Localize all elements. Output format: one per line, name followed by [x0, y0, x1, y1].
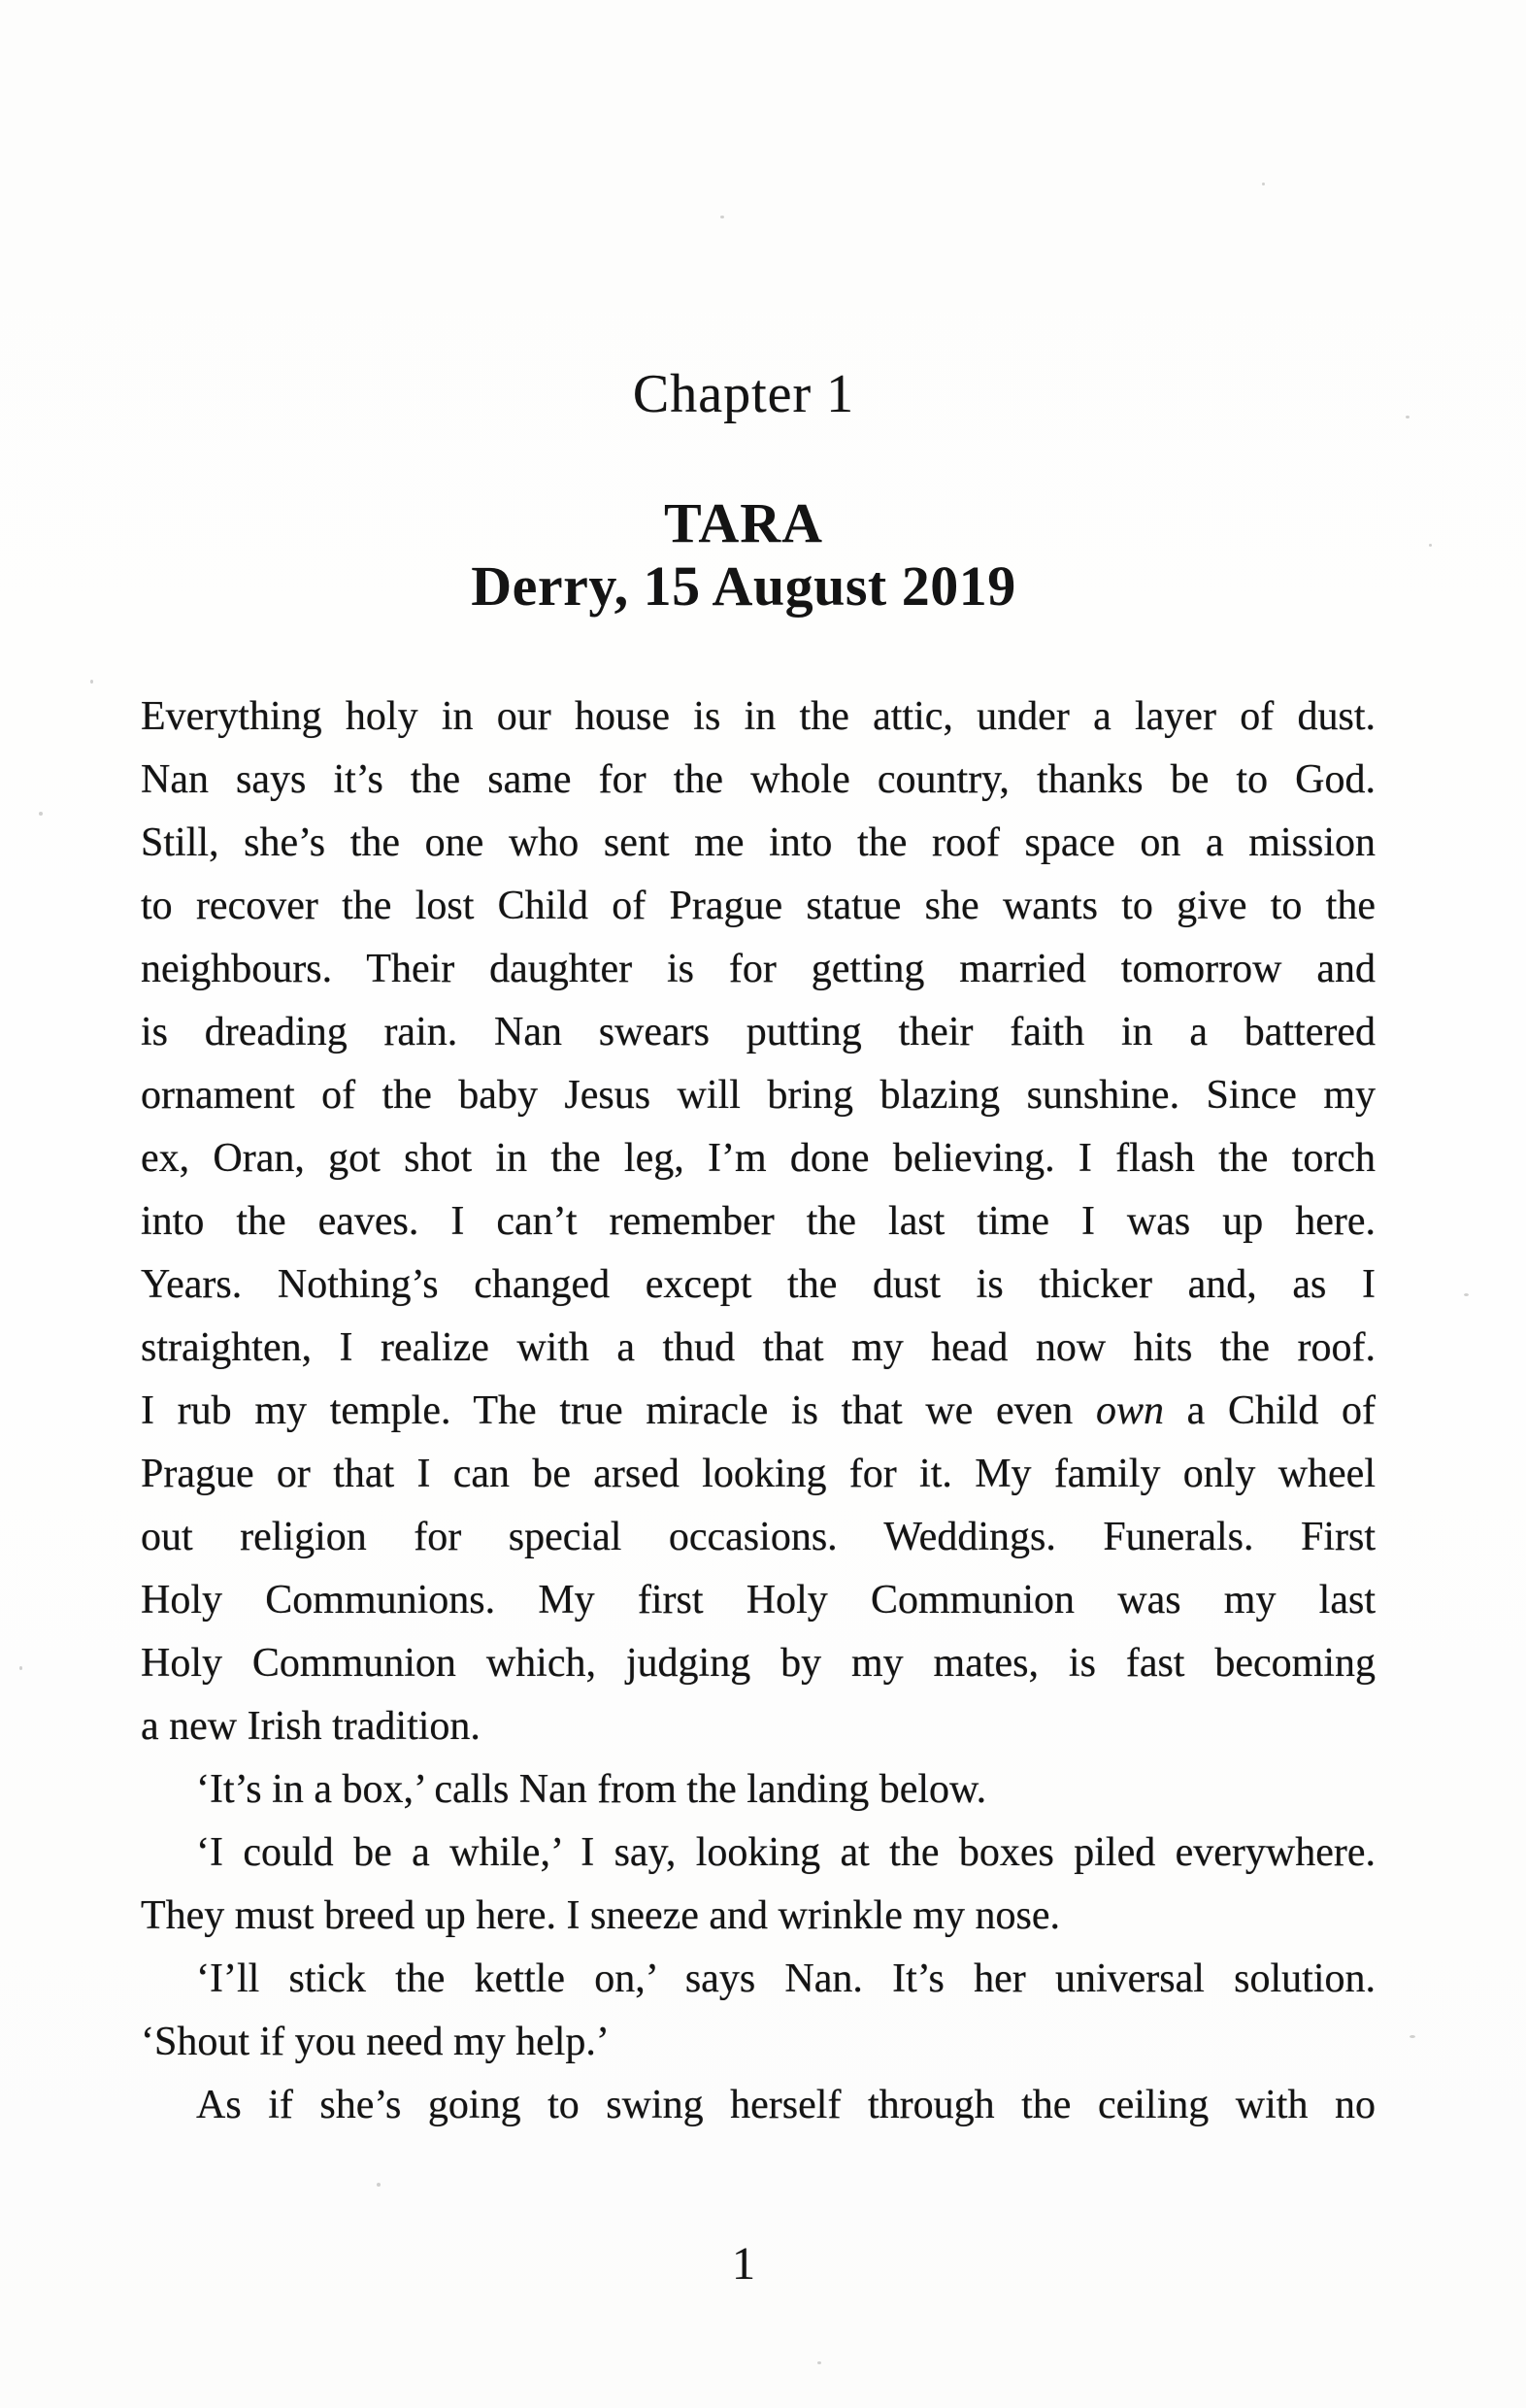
- text-line: into the eaves. I can’t remember the last time I was up here.: [141, 1199, 1376, 1244]
- text-line: ‘I’ll stick the kettle on,’ says Nan. It’s her universal solution.: [196, 1956, 1376, 2001]
- text-line: ‘I could be a while,’ I say, looking at the boxes piled everywhere.: [196, 1830, 1376, 1875]
- text-line: neighbours. Their daughter is for getting married tomorrow and: [141, 947, 1376, 991]
- text-line: a new Irish tradition.: [141, 1704, 481, 1749]
- text-line: I rub my temple. The true miracle is that we even own a Child of: [141, 1388, 1376, 1433]
- text-line: Everything holy in our house is in the attic, under a layer of dust.: [141, 694, 1376, 739]
- scan-speck: [1464, 1293, 1469, 1296]
- text-line: They must breed up here. I sneeze and wrinkle my nose.: [141, 1893, 1061, 1938]
- page-number: 1: [732, 2238, 755, 2290]
- text-line: out religion for special occasions. Weddings. Funerals. First: [141, 1515, 1376, 1559]
- scan-speck: [1429, 544, 1432, 547]
- text-line: Holy Communions. My first Holy Communion was my last: [141, 1578, 1376, 1622]
- scan-speck: [90, 680, 93, 684]
- text-line: Nan says it’s the same for the whole country, thanks be to God.: [141, 757, 1376, 802]
- text-line: to recover the lost Child of Prague statue she wants to give to the: [141, 884, 1376, 928]
- scan-speck: [19, 1666, 22, 1670]
- scan-speck: [377, 2183, 381, 2187]
- scan-speck: [1262, 183, 1265, 185]
- scan-speck: [720, 216, 724, 218]
- text-line: ‘It’s in a box,’ calls Nan from the landing below.: [196, 1767, 987, 1812]
- text-line: Holy Communion which, judging by my mates, is fast becoming: [141, 1641, 1376, 1686]
- scan-speck: [1406, 416, 1410, 418]
- text-line: ex, Oran, got shot in the leg, I’m done believing. I flash the torch: [141, 1136, 1376, 1181]
- scan-speck: [817, 2361, 821, 2364]
- text-line: Years. Nothing’s changed except the dust is thicker and, as I: [141, 1262, 1376, 1307]
- text-line: straighten, I realize with a thud that my head now hits the roof.: [141, 1325, 1376, 1370]
- text-line: ornament of the baby Jesus will bring blazing sunshine. Since my: [141, 1073, 1376, 1118]
- section-subtitle: Derry, 15 August 2019: [471, 554, 1016, 618]
- text-line: Prague or that I can be arsed looking for it. My family only wheel: [141, 1452, 1376, 1496]
- text-line: ‘Shout if you need my help.’: [141, 2020, 610, 2064]
- body-text: [141, 686, 1376, 2137]
- chapter-heading: Chapter 1: [632, 364, 855, 424]
- section-title: TARA: [663, 491, 824, 554]
- scan-speck: [1410, 2035, 1415, 2038]
- scan-speck: [39, 812, 43, 816]
- text-line: As if she’s going to swing herself through the ceiling with no: [196, 2083, 1376, 2127]
- text-line: Still, she’s the one who sent me into the roof space on a mission: [141, 820, 1376, 865]
- text-line: is dreading rain. Nan swears putting their faith in a battered: [141, 1010, 1376, 1054]
